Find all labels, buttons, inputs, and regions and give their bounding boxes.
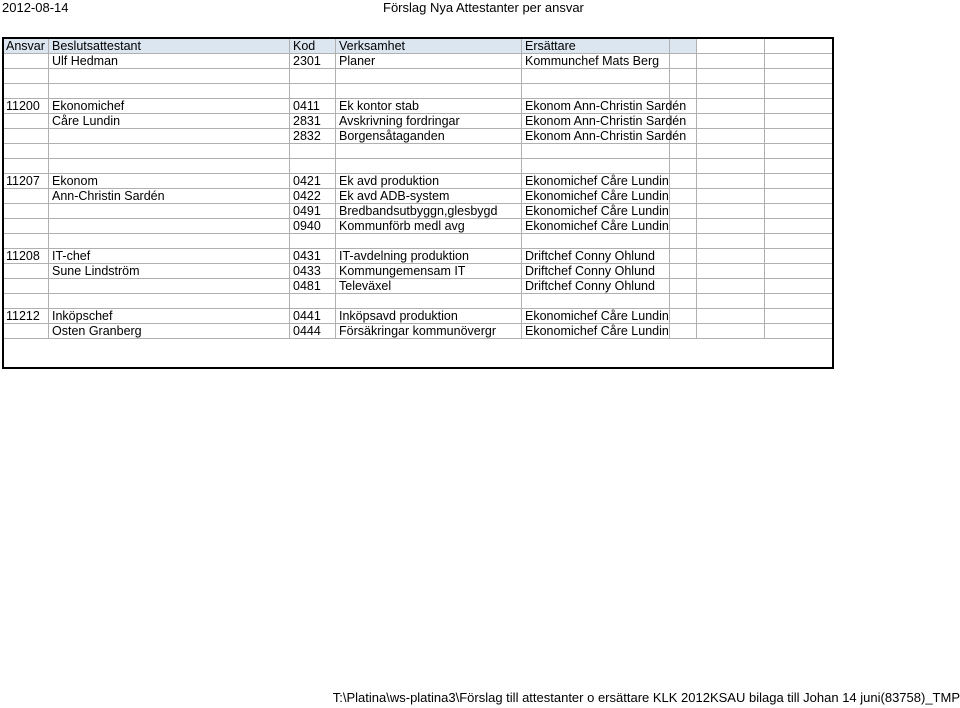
verksamhet-cell (336, 294, 522, 309)
ansvar-cell (3, 294, 49, 309)
table-row (3, 99, 833, 114)
beslutsattestant-cell: Ekonom (49, 174, 290, 189)
empty-cell (765, 69, 833, 84)
ersattare-cell: Ekonom Ann-Christin Sardén (522, 114, 670, 129)
empty-cell (670, 324, 697, 339)
ersattare-cell: Driftchef Conny Ohlund (522, 264, 670, 279)
empty-cell (765, 234, 833, 249)
ansvar-cell (3, 159, 49, 174)
column-header-ersattare: Ersättare (522, 38, 670, 54)
ansvar-cell (3, 84, 49, 99)
kod-cell: 0411 (290, 99, 336, 114)
ersattare-cell: Kommunchef Mats Berg (522, 54, 670, 69)
beslutsattestant-cell (49, 159, 290, 174)
verksamhet-cell (336, 159, 522, 174)
beslutsattestant-cell: Inköpschef (49, 309, 290, 324)
table-row (3, 219, 833, 234)
ersattare-cell: Ekonomichef Cåre Lundin (522, 204, 670, 219)
ersattare-cell: Ekonomichef Cåre Lundin (522, 219, 670, 234)
verksamhet-cell (336, 144, 522, 159)
empty-cell (670, 54, 697, 69)
verksamhet-cell: Televäxel (336, 279, 522, 294)
empty-cell (765, 99, 833, 114)
ersattare-cell: Driftchef Conny Ohlund (522, 279, 670, 294)
verksamhet-cell: Planer (336, 54, 522, 69)
kod-cell: 2832 (290, 129, 336, 144)
kod-cell: 0940 (290, 219, 336, 234)
empty-cell (670, 234, 697, 249)
table-row (3, 84, 833, 99)
kod-cell (290, 144, 336, 159)
empty-cell (765, 84, 833, 99)
verksamhet-cell: IT-avdelning produktion (336, 249, 522, 264)
empty-cell (765, 219, 833, 234)
beslutsattestant-cell: Cåre Lundin (49, 114, 290, 129)
empty-cell (670, 294, 697, 309)
ansvar-cell (3, 234, 49, 249)
empty-cell (765, 159, 833, 174)
beslutsattestant-cell: Ekonomichef (49, 99, 290, 114)
table-row (3, 234, 833, 249)
ersattare-cell: Ekonom Ann-Christin Sardén (522, 99, 670, 114)
beslutsattestant-cell (49, 294, 290, 309)
table-row (3, 174, 833, 189)
empty-cell (697, 114, 765, 129)
empty-cell (765, 129, 833, 144)
empty-cell (697, 174, 765, 189)
spreadsheet-grid (2, 37, 832, 339)
beslutsattestant-cell (49, 69, 290, 84)
empty-cell (697, 159, 765, 174)
ersattare-cell: Ekonomichef Cåre Lundin (522, 174, 670, 189)
kod-cell: 0431 (290, 249, 336, 264)
empty-cell (765, 144, 833, 159)
print-date: 2012-08-14 (2, 0, 69, 15)
empty-cell (670, 264, 697, 279)
verksamhet-cell: Inköpsavd produktion (336, 309, 522, 324)
verksamhet-cell: Avskrivning fordringar (336, 114, 522, 129)
empty-cell (697, 309, 765, 324)
beslutsattestant-cell (49, 234, 290, 249)
empty-cell (670, 189, 697, 204)
beslutsattestant-cell: Ann-Christin Sardén (49, 189, 290, 204)
empty-cell (765, 189, 833, 204)
kod-cell: 2831 (290, 114, 336, 129)
verksamhet-cell: Kommunförb medl avg (336, 219, 522, 234)
empty-cell (697, 234, 765, 249)
empty-cell (697, 249, 765, 264)
attestant-table (2, 37, 833, 339)
empty-cell (697, 294, 765, 309)
verksamhet-cell: Ek avd ADB-system (336, 189, 522, 204)
kod-cell: 0433 (290, 264, 336, 279)
table-row (3, 264, 833, 279)
beslutsattestant-cell: Osten Granberg (49, 324, 290, 339)
column-header-beslutsattestant: Beslutsattestant (49, 38, 290, 54)
empty-cell (765, 54, 833, 69)
table-row (3, 144, 833, 159)
empty-cell (670, 69, 697, 84)
empty-cell (670, 204, 697, 219)
kod-cell (290, 84, 336, 99)
empty-cell (765, 38, 833, 54)
empty-cell (670, 174, 697, 189)
table-row (3, 279, 833, 294)
table-row (3, 129, 833, 144)
empty-cell (697, 189, 765, 204)
ersattare-cell (522, 84, 670, 99)
table-row (3, 189, 833, 204)
empty-cell (670, 84, 697, 99)
beslutsattestant-cell: Ulf Hedman (49, 54, 290, 69)
verksamhet-cell (336, 234, 522, 249)
kod-cell: 0481 (290, 279, 336, 294)
empty-cell (765, 249, 833, 264)
empty-cell (765, 264, 833, 279)
verksamhet-cell: Bredbandsutbyggn,glesbygd (336, 204, 522, 219)
kod-cell: 0421 (290, 174, 336, 189)
kod-cell: 0441 (290, 309, 336, 324)
empty-cell (765, 204, 833, 219)
empty-cell (697, 54, 765, 69)
verksamhet-cell: Ek kontor stab (336, 99, 522, 114)
ansvar-cell (3, 204, 49, 219)
ansvar-cell (3, 324, 49, 339)
page-header (0, 0, 960, 18)
empty-cell (697, 204, 765, 219)
kod-cell (290, 159, 336, 174)
ansvar-cell (3, 189, 49, 204)
ersattare-cell: Ekonomichef Cåre Lundin (522, 309, 670, 324)
empty-cell (697, 38, 765, 54)
kod-cell (290, 69, 336, 84)
ansvar-cell (3, 54, 49, 69)
empty-cell (670, 159, 697, 174)
ansvar-cell: 11207 (3, 174, 49, 189)
column-header-verksamhet: Verksamhet (336, 38, 522, 54)
beslutsattestant-cell (49, 219, 290, 234)
empty-cell (697, 84, 765, 99)
beslutsattestant-cell (49, 204, 290, 219)
empty-cell (670, 249, 697, 264)
ansvar-cell (3, 219, 49, 234)
verksamhet-cell: Ek avd produktion (336, 174, 522, 189)
empty-cell (765, 279, 833, 294)
empty-cell (670, 38, 697, 54)
empty-cell (765, 174, 833, 189)
empty-cell (670, 309, 697, 324)
ersattare-cell (522, 234, 670, 249)
column-header-ansvar: Ansvar (3, 38, 49, 54)
file-path-footer: T:\Platina\ws-platina3\Förslag till attestanter o ersättare KLK 2012KSAU bilaga till Johan 14 juni(83758)_TMP (332, 690, 960, 705)
empty-cell (765, 324, 833, 339)
verksamhet-cell (336, 69, 522, 84)
empty-cell (697, 99, 765, 114)
empty-cell (697, 324, 765, 339)
ansvar-cell (3, 69, 49, 84)
table-row (3, 54, 833, 69)
beslutsattestant-cell (49, 84, 290, 99)
empty-cell (697, 129, 765, 144)
ansvar-cell: 11212 (3, 309, 49, 324)
ansvar-cell (3, 264, 49, 279)
kod-cell: 0422 (290, 189, 336, 204)
table-row (3, 294, 833, 309)
ersattare-cell: Ekonomichef Cåre Lundin (522, 324, 670, 339)
verksamhet-cell: Kommungemensam IT (336, 264, 522, 279)
header-row (3, 38, 833, 54)
empty-cell (670, 219, 697, 234)
empty-cell (670, 279, 697, 294)
ansvar-cell (3, 144, 49, 159)
beslutsattestant-cell (49, 129, 290, 144)
table-row (3, 114, 833, 129)
beslutsattestant-cell: IT-chef (49, 249, 290, 264)
ansvar-cell: 11200 (3, 99, 49, 114)
kod-cell: 0491 (290, 204, 336, 219)
ersattare-cell (522, 69, 670, 84)
table-row (3, 204, 833, 219)
ersattare-cell (522, 159, 670, 174)
empty-cell (697, 264, 765, 279)
kod-cell: 0444 (290, 324, 336, 339)
empty-cell (670, 144, 697, 159)
document-title: Förslag Nya Attestanter per ansvar (383, 0, 584, 15)
table-body (3, 38, 833, 339)
empty-cell (697, 279, 765, 294)
beslutsattestant-cell: Sune Lindström (49, 264, 290, 279)
empty-cell (765, 309, 833, 324)
table-row (3, 324, 833, 339)
empty-cell (697, 144, 765, 159)
table-row (3, 69, 833, 84)
ersattare-cell: Driftchef Conny Ohlund (522, 249, 670, 264)
table-row (3, 249, 833, 264)
column-header-kod: Kod (290, 38, 336, 54)
ersattare-cell (522, 294, 670, 309)
verksamhet-cell: Borgensåtaganden (336, 129, 522, 144)
table-row (3, 309, 833, 324)
verksamhet-cell: Försäkringar kommunövergr (336, 324, 522, 339)
beslutsattestant-cell (49, 279, 290, 294)
ersattare-cell: Ekonom Ann-Christin Sardén (522, 129, 670, 144)
kod-cell (290, 294, 336, 309)
beslutsattestant-cell (49, 144, 290, 159)
verksamhet-cell (336, 84, 522, 99)
ansvar-cell (3, 279, 49, 294)
ansvar-cell: 11208 (3, 249, 49, 264)
ersattare-cell (522, 144, 670, 159)
kod-cell (290, 234, 336, 249)
empty-cell (697, 219, 765, 234)
empty-cell (697, 69, 765, 84)
kod-cell: 2301 (290, 54, 336, 69)
ansvar-cell (3, 114, 49, 129)
table-row (3, 159, 833, 174)
empty-cell (765, 294, 833, 309)
ersattare-cell: Ekonomichef Cåre Lundin (522, 189, 670, 204)
ansvar-cell (3, 129, 49, 144)
empty-cell (765, 114, 833, 129)
